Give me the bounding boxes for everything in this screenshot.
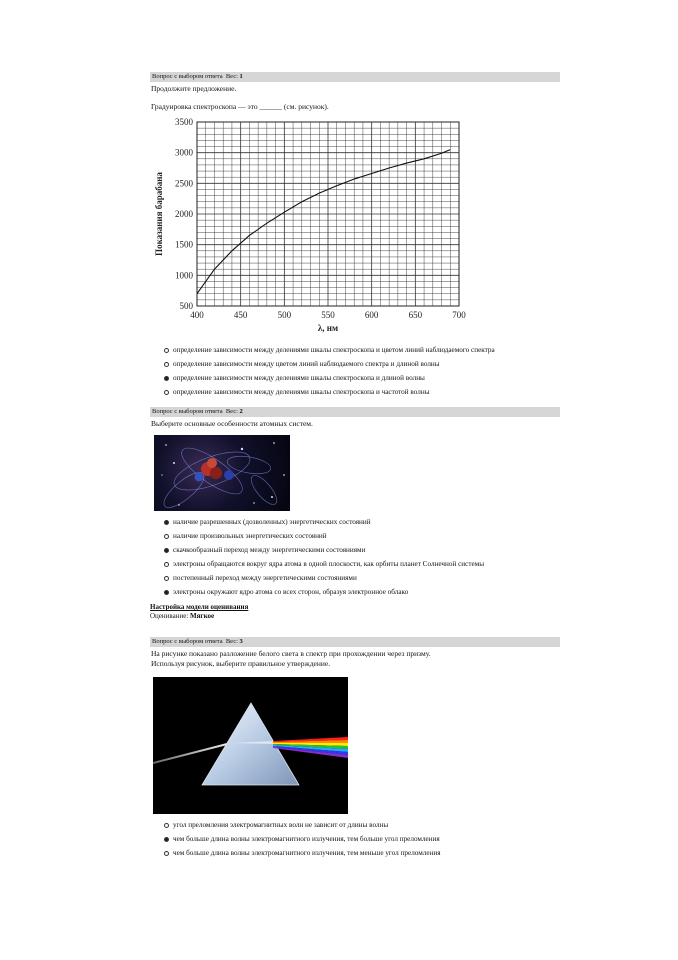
y-tick-label: 1500	[175, 239, 193, 250]
question-2-options	[150, 515, 560, 599]
answer-option-label: определение зависимости между цветом линий наблюдаемого спектра и длиной волны	[173, 360, 440, 368]
weight-label: Вес:	[225, 408, 238, 415]
answer-option-label: скачкообразный переход между энергетическими состояниями	[173, 546, 366, 554]
answer-option[interactable]	[165, 515, 560, 529]
answer-option[interactable]	[165, 846, 560, 860]
x-tick-label: 650	[408, 310, 423, 320]
weight-label: Вес:	[225, 638, 238, 645]
answer-option-label: определение зависимости между делениями шкалы спектроскопа и частотой волны	[173, 388, 430, 396]
bullet-filled-icon[interactable]	[164, 376, 169, 381]
y-tick-label: 2000	[175, 209, 193, 219]
prism-illustration	[153, 677, 348, 814]
x-axis-label: λ, нм	[317, 323, 339, 333]
bullet-empty-icon[interactable]	[164, 562, 169, 567]
answer-option-label: чем больше длина волны электромагнитного излучения, тем больше угол преломления	[173, 835, 440, 843]
bullet-empty-icon[interactable]	[164, 348, 169, 353]
answer-option-label: электроны окружают ядро атома со всех сторон, образуя электронное облако	[173, 588, 409, 596]
bullet-empty-icon[interactable]	[164, 362, 169, 367]
atom-illustration	[154, 435, 290, 511]
prism-image	[153, 677, 348, 814]
answer-option[interactable]	[165, 832, 560, 846]
question-type-label: Вопрос с выбором ответа	[152, 638, 223, 645]
x-tick-label: 600	[364, 310, 379, 320]
answer-option[interactable]	[165, 529, 560, 543]
answer-option-label: электроны обращаются вокруг ядра атома в одной плоскости, как орбиты планет Солнечной системы	[173, 560, 485, 568]
atom-image	[154, 435, 290, 511]
question-3-prompt: Используя рисунок, выберите правильное утверждение.	[151, 659, 331, 668]
quiz-page	[150, 72, 560, 860]
y-tick-label: 2500	[175, 178, 193, 189]
answer-option[interactable]	[165, 385, 560, 399]
question-2-header	[150, 407, 560, 417]
answer-option[interactable]	[165, 571, 560, 585]
x-tick-label: 450	[233, 310, 248, 320]
answer-option-label: наличие разрешенных (дозволенных) энергетических состояний	[173, 518, 371, 526]
x-tick-label: 550	[321, 310, 335, 320]
question-3-text: На рисунке показано разложение белого света в спектр при прохождении через призму.	[151, 649, 431, 658]
chart-svg	[152, 116, 472, 341]
weight-value: 1	[239, 73, 243, 80]
spectroscope-calibration-chart	[152, 116, 472, 341]
bullet-empty-icon[interactable]	[164, 823, 169, 828]
weight-label: Вес:	[225, 73, 238, 80]
bullet-empty-icon[interactable]	[164, 576, 169, 581]
y-tick-label: 3000	[175, 147, 193, 158]
answer-option[interactable]	[165, 818, 560, 832]
answer-option-label: угол преломления электромагнитных волн не зависит от длины волны	[173, 821, 389, 829]
y-tick-label: 1000	[175, 270, 193, 281]
spectrum-fan	[273, 737, 348, 758]
bullet-empty-icon[interactable]	[164, 534, 169, 539]
grading-label: Оценивание:	[150, 612, 189, 620]
weight-value: 2	[239, 408, 243, 415]
y-tick-label: 500	[179, 301, 193, 311]
answer-option-label: определение зависимости между делениями шкалы спектроскопа и цветом линий наблюдаемого спектра	[173, 346, 495, 354]
grading-value: Мягкое	[190, 612, 215, 620]
question-2-text: Выберите основные особенности атомных систем.	[151, 419, 313, 428]
question-3-options	[150, 818, 560, 860]
x-tick-label: 700	[452, 310, 466, 320]
question-1-header	[150, 72, 560, 82]
x-tick-label: 400	[190, 310, 204, 320]
question-type-label: Вопрос с выбором ответа	[152, 408, 223, 415]
answer-option[interactable]	[165, 371, 560, 385]
grading-mode	[150, 612, 560, 621]
answer-option[interactable]	[165, 343, 560, 357]
grading-settings	[150, 603, 560, 621]
question-1-options	[150, 343, 560, 399]
answer-option-label: наличие произвольных энергетических состояний	[173, 532, 327, 540]
question-type-label: Вопрос с выбором ответа	[152, 73, 223, 80]
y-axis-label: Показания барабана	[154, 172, 164, 256]
answer-option-label: чем больше длина волны электромагнитного излучения, тем меньше угол преломления	[173, 849, 441, 857]
bullet-filled-icon[interactable]	[164, 590, 169, 595]
answer-option[interactable]	[165, 557, 560, 571]
bullet-empty-icon[interactable]	[164, 390, 169, 395]
bullet-filled-icon[interactable]	[164, 548, 169, 553]
bullet-empty-icon[interactable]	[164, 851, 169, 856]
answer-option-label: определение зависимости между делениями шкалы спектроскопа и длиной волны	[173, 374, 425, 382]
grading-settings-link[interactable]: Настройка модели оценивания	[150, 603, 249, 611]
answer-option[interactable]	[165, 543, 560, 557]
answer-option-label: постепенный переход между энергетическими состояниями	[173, 574, 357, 582]
answer-option[interactable]	[165, 585, 560, 599]
weight-value: 3	[239, 638, 243, 645]
answer-option[interactable]	[165, 357, 560, 371]
question-1-prompt: Градуировка спектроскопа — это ______ (см. рисунок).	[151, 102, 329, 111]
x-tick-label: 500	[277, 310, 292, 320]
bullet-filled-icon[interactable]	[164, 520, 169, 525]
bullet-filled-icon[interactable]	[164, 837, 169, 842]
question-3-header	[150, 637, 560, 647]
question-1-text: Продолжите предложение.	[151, 84, 237, 93]
y-tick-label: 3500	[175, 117, 193, 127]
